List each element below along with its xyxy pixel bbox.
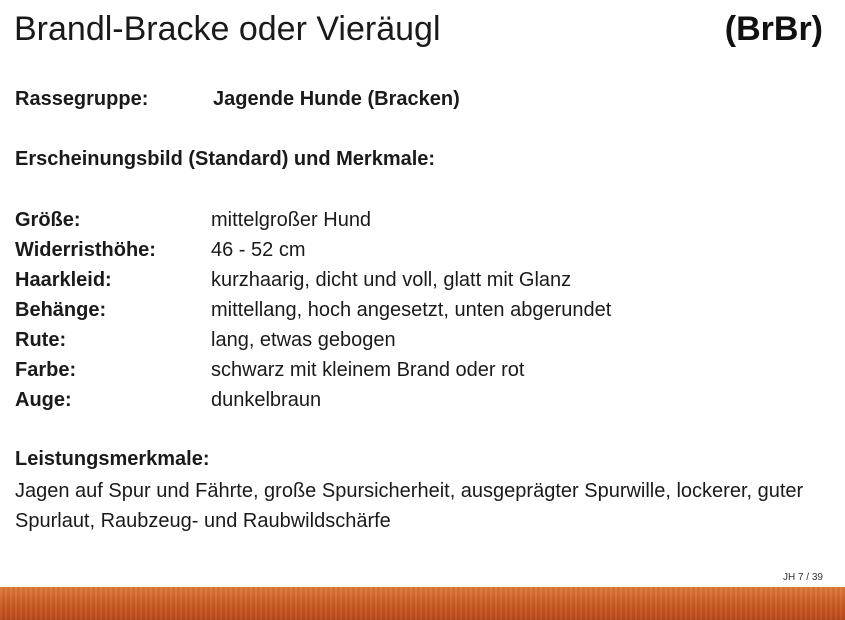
performance-heading: Leistungsmerkmale: <box>15 448 210 470</box>
breed-group-row <box>15 88 460 111</box>
trait-row-coat <box>15 266 611 296</box>
trait-label: Widerristhöhe: <box>15 239 156 261</box>
trait-value: dunkelbraun <box>211 389 322 411</box>
trait-row-tail <box>15 326 611 356</box>
trait-value: kurzhaarig, dicht und voll, glatt mit Glanz <box>211 269 572 291</box>
trait-label: Behänge: <box>15 299 107 321</box>
trait-row-height <box>15 236 611 266</box>
trait-list <box>15 206 611 416</box>
trait-value: mittelgroßer Hund <box>211 209 372 231</box>
trait-value: 46 - 52 cm <box>211 239 306 261</box>
trait-row-size <box>15 206 611 236</box>
trait-row-color <box>15 356 611 386</box>
page-reference: JH 7 / 39 <box>782 572 823 583</box>
trait-label: Größe: <box>15 209 81 231</box>
breed-group-label: Rassegruppe: <box>15 88 149 110</box>
trait-label: Haarkleid: <box>15 269 112 291</box>
trait-value: schwarz mit kleinem Brand oder rot <box>211 359 525 381</box>
trait-value: mittellang, hoch angesetzt, unten abgerundet <box>211 299 612 321</box>
footer-bar <box>0 587 845 620</box>
trait-label: Rute: <box>15 329 67 351</box>
trait-row-eye <box>15 386 611 416</box>
trait-label: Auge: <box>15 389 72 411</box>
appearance-heading: Erscheinungsbild (Standard) und Merkmale: <box>15 148 436 170</box>
page-title: Brandl-Bracke oder Vieräugl <box>14 10 441 48</box>
performance-text: Jagen auf Spur und Fährte, große Spursicherheit, ausgeprägter Spurwille, lockerer, guter Spurlaut, Raubzeug- und Raubwildschärfe <box>15 480 804 532</box>
trait-row-ears <box>15 296 611 326</box>
trait-value: lang, etwas gebogen <box>211 329 396 351</box>
breed-code: (BrBr) <box>724 10 823 48</box>
breed-group-value: Jagende Hunde (Bracken) <box>213 88 460 110</box>
trait-label: Farbe: <box>15 359 77 381</box>
